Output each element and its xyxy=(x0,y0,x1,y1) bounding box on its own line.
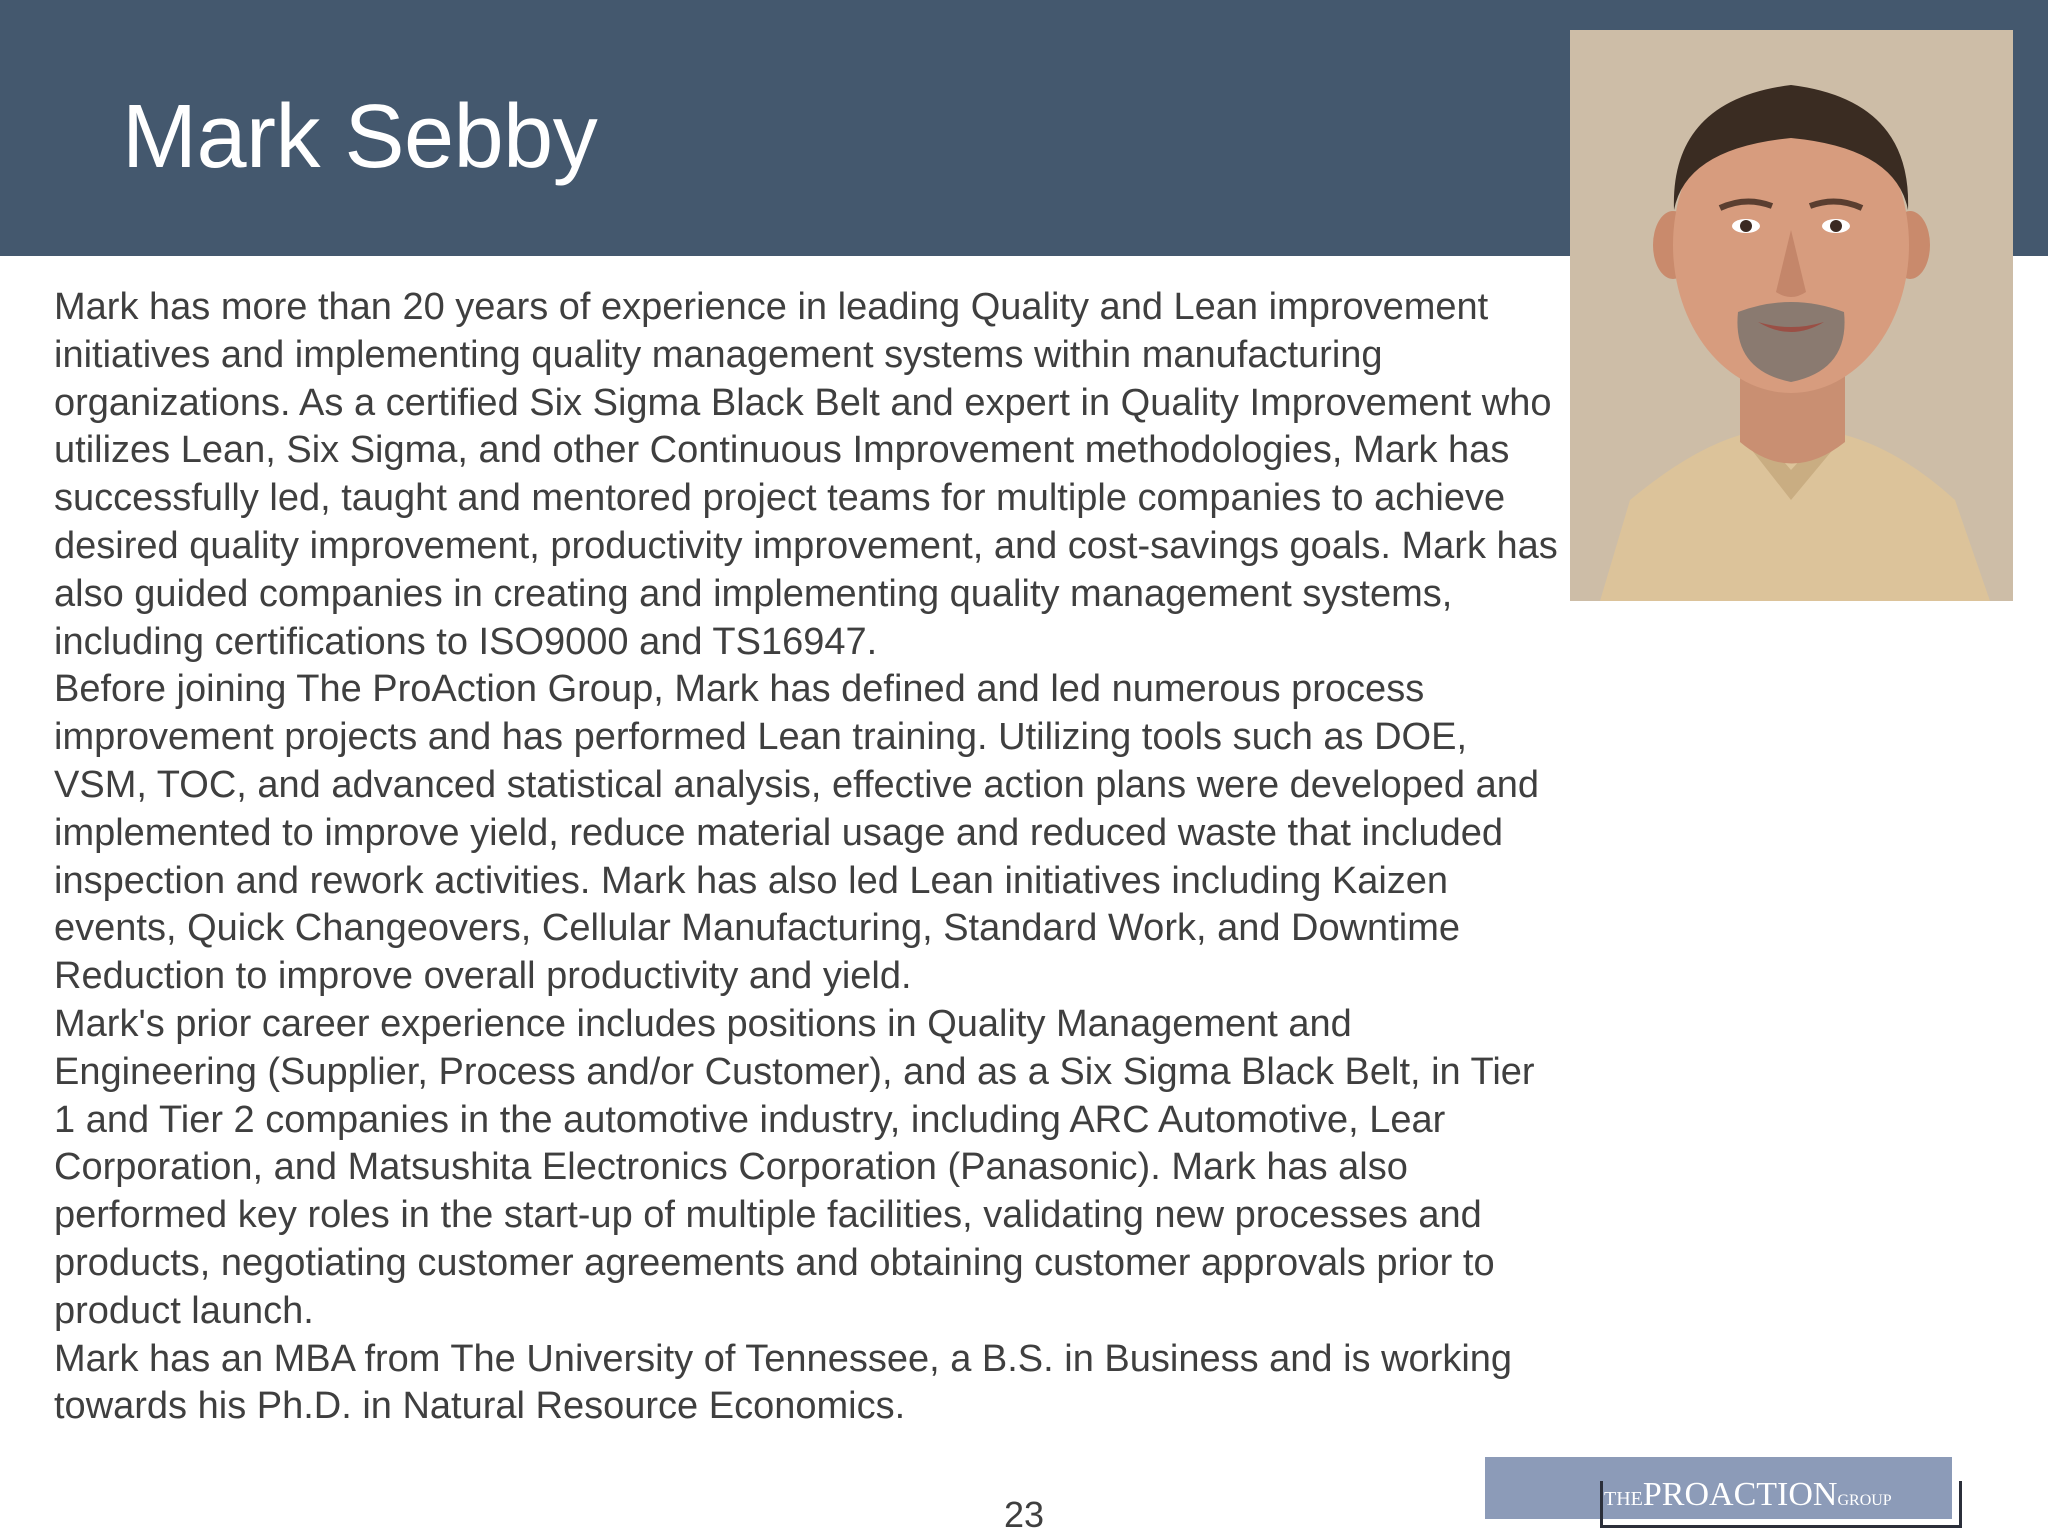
page-title: Mark Sebby xyxy=(122,87,598,187)
logo-name: PROACTION xyxy=(1642,1476,1838,1513)
bio-paragraph-prior-work: Before joining The ProAction Group, Mark has defined and led numerous process improvement projects and has performed Lean training. Utilizing tools such as DOE, VSM, TOC, and advanced statistical analysis, effective action plans were developed and implemented to improve yield, reduce material usage and reduced waste that included inspection and rework activities. Mark has also led Lean initiatives including Kaizen events, Quick Changeovers, Cellular Manufacturing, Standard Work, and Downtime Reduction to improve overall productivity and yield. xyxy=(54,668,1539,998)
portrait-illustration xyxy=(1570,30,2013,601)
bio-paragraph-education: Mark has an MBA from The University of Tennessee, a B.S. in Business and is working towards his Ph.D. in Natural Resource Economics. xyxy=(54,1337,1513,1428)
logo-suffix: GROUP xyxy=(1837,1492,1892,1509)
logo-prefix: THE xyxy=(1604,1488,1643,1510)
bio-text xyxy=(54,284,1564,1431)
bio-paragraph-experience: Mark has more than 20 years of experience in leading Quality and Lean improvement initiatives and implementing quality management systems within manufacturing organizations. As a certified Six Sigma Black Belt and expert in Quality Improvement who utilizes Lean, Six Sigma, and other Continuous Improvement methodologies, Mark has successfully led, taught and mentored project teams for multiple companies to achieve desired quality improvement, productivity improvement, and cost-savings goals. Mark has also guided companies in creating and implementing quality management systems, including certifications to ISO9000 and TS16947. xyxy=(54,286,1558,663)
bio-paragraph-career: Mark's prior career experience includes positions in Quality Management and Engineering (Supplier, Process and/or Customer), and as a Six Sigma Black Belt, in Tier 1 and Tier 2 companies in the automotive industry, including ARC Automotive, Lear Corporation, and Matsushita Electronics Corporation (Panasonic). Mark has also performed key roles in the start-up of multiple facilities, validating new processes and products, negotiating customer agreements and obtaining customer approvals prior to product launch. xyxy=(54,1002,1535,1332)
page-number: 23 xyxy=(1003,1494,1045,1535)
portrait-photo xyxy=(1570,30,2013,601)
